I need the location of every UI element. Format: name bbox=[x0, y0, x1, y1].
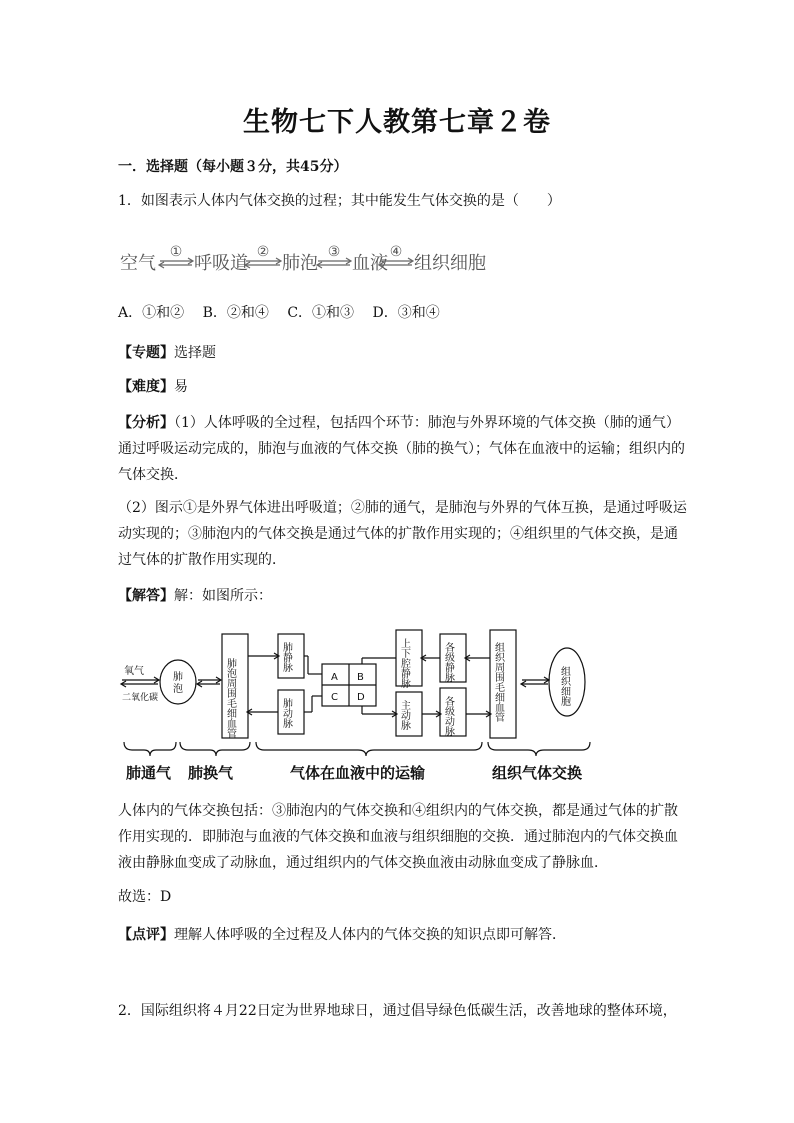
flow-node-alveoli: 肺泡 bbox=[282, 253, 318, 274]
flow-node-air: 空气 bbox=[120, 253, 156, 274]
page-title: 生物七下人教第七章２卷 bbox=[243, 107, 551, 138]
veins-label: 各级静脉 bbox=[442, 642, 454, 682]
tissue-capillary-label: 组织周围毛细血管 bbox=[492, 642, 504, 722]
comment-line bbox=[118, 922, 688, 948]
label-blood-transport: 气体在血液中的运输 bbox=[290, 764, 426, 782]
analysis-text-1: （1）人体呼吸的全过程，包括四个环节：肺泡与外界环境的气体交换（肺的通气）通过呼吸运动完成的，肺泡与血液的气体交换（肺的换气）；气体在血液中的运输；组织内的气体交换． bbox=[118, 415, 685, 483]
explanation-paragraph: 人体内的气体交换包括：③肺泡内的气体交换和④组织内的气体交换，都是通过气体的扩散作用实现的．即肺泡与血液的气体交换和血液与组织细胞的交换．通过肺泡内的气体交换血液由静脉血变成了动脉血，通过组织内的气体交换血液由动脉血变成了静脉血． bbox=[118, 803, 678, 871]
flow-arrow-1: ① bbox=[169, 244, 183, 260]
alveoli-label-1: 肺 bbox=[173, 672, 183, 683]
option-a[interactable]: A．①和② bbox=[118, 305, 185, 321]
topic-value: 选择题 bbox=[174, 345, 216, 361]
option-b[interactable]: B．②和④ bbox=[202, 305, 269, 321]
label-co2: 二氧化碳 bbox=[122, 693, 159, 703]
alveoli-label-2: 泡 bbox=[173, 684, 183, 695]
pulmonary-artery-label: 肺动脉 bbox=[280, 698, 292, 728]
topic-line bbox=[118, 340, 216, 366]
flow-arrow-2: ② bbox=[256, 244, 270, 260]
gas-exchange-flow-figure bbox=[118, 238, 498, 278]
analysis-paragraph-2: （2）图示①是外界气体进出呼吸道；②肺的通气，是肺泡与外界的气体互换，是通过呼吸运动实现的；③肺泡内的气体交换是通过气体的扩散作用实现的；④组织里的气体交换，是通过气体的扩散作用实现的． bbox=[118, 500, 687, 568]
difficulty-line bbox=[118, 374, 188, 400]
heart-b: B bbox=[357, 672, 364, 683]
analysis-paragraph-1 bbox=[118, 410, 688, 488]
label-oxygen: 氧气 bbox=[124, 666, 144, 677]
flow-node-blood: 血液 bbox=[352, 253, 388, 274]
q2-stem: 2．国际组织将４月22日定为世界地球日，通过倡导绿色低碳生活，改善地球的整体环境， bbox=[118, 1003, 677, 1019]
label-lung-exchange: 肺换气 bbox=[188, 764, 234, 782]
q1-options bbox=[118, 300, 454, 326]
flow-node-airway: 呼吸道 bbox=[194, 253, 248, 274]
flow-arrow-4: ④ bbox=[389, 244, 403, 260]
q1-stem: 1．如图表示人体内气体交换的过程；其中能发生气体交换的是（ ） bbox=[118, 193, 561, 209]
label-lung-ventilation: 肺通气 bbox=[126, 764, 172, 782]
topic-tag: 【专题】 bbox=[118, 345, 174, 361]
pulmonary-vein-label: 肺静脉 bbox=[280, 642, 292, 672]
heart-a: A bbox=[331, 672, 338, 683]
answer-line bbox=[118, 583, 272, 609]
option-c[interactable]: C．①和③ bbox=[287, 305, 355, 321]
difficulty-value: 易 bbox=[174, 379, 188, 395]
lung-capillary-label: 肺泡周围毛细血管 bbox=[224, 658, 236, 738]
heart-d: D bbox=[357, 692, 365, 703]
comment-tag: 【点评】 bbox=[118, 927, 174, 943]
flow-arrow-3: ③ bbox=[327, 244, 341, 260]
answer-tag: 【解答】 bbox=[118, 588, 174, 604]
vena-cava-label: 上下腔静脉 bbox=[398, 638, 410, 688]
label-tissue-exchange: 组织气体交换 bbox=[492, 764, 583, 782]
section-heading: 一．选择题（每小题３分，共45分） bbox=[118, 159, 348, 175]
comment-text: 理解人体呼吸的全过程及人体内的气体交换的知识点即可解答． bbox=[174, 927, 566, 943]
tissue-cell-label: 组织细胞 bbox=[558, 666, 570, 706]
heart-c: C bbox=[331, 692, 338, 703]
aorta-label: 主动脉 bbox=[398, 700, 410, 730]
respiration-diagram bbox=[118, 628, 598, 788]
difficulty-tag: 【难度】 bbox=[118, 379, 174, 395]
arteries-label: 各级动脉 bbox=[442, 696, 454, 736]
analysis-tag: 【分析】 bbox=[118, 415, 174, 431]
choice-line: 故选：D bbox=[118, 889, 172, 905]
flow-node-tissue-cell: 组织细胞 bbox=[414, 253, 486, 274]
option-d[interactable]: D．③和④ bbox=[372, 305, 440, 321]
answer-intro: 解：如图所示： bbox=[174, 588, 272, 604]
